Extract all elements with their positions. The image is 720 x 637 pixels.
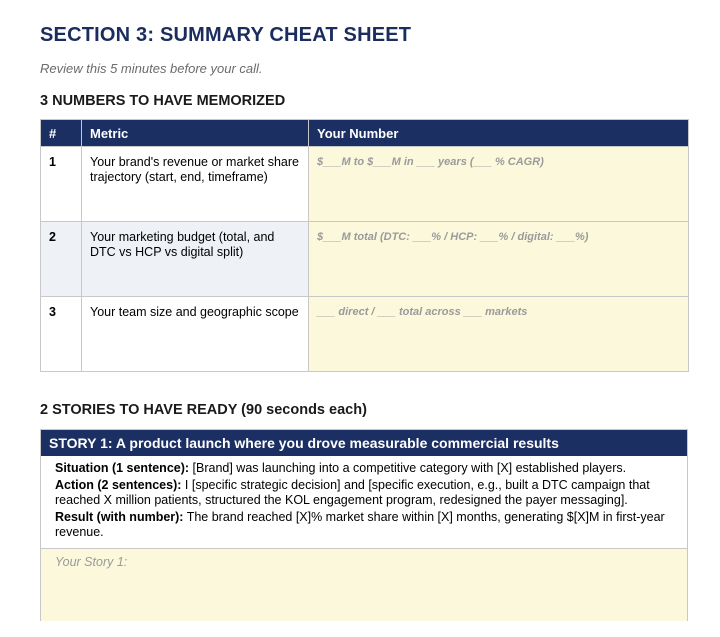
stories-heading: 2 STORIES TO HAVE READY (90 seconds each) xyxy=(40,402,367,418)
your-story-1-field[interactable]: Your Story 1: xyxy=(41,549,687,621)
result-label: Result (with number): xyxy=(55,510,184,524)
page-title: SECTION 3: SUMMARY CHEAT SHEET xyxy=(40,24,412,46)
story-1-guidance xyxy=(41,456,687,549)
table-row xyxy=(41,222,689,297)
situation-label: Situation (1 sentence): xyxy=(55,461,190,475)
row-number: 1 xyxy=(41,147,82,222)
table-row xyxy=(41,147,689,222)
your-number-field[interactable]: ___ direct / ___ total across ___ markets xyxy=(309,297,689,372)
table-header-row xyxy=(41,120,689,147)
situation-text: [Brand] was launching into a competitive category with [X] established players. xyxy=(189,461,627,475)
row-number: 2 xyxy=(41,222,82,297)
your-number-field[interactable]: $___M to $___M in ___ years (___ % CAGR) xyxy=(309,147,689,222)
action-text: I [specific strategic decision] and [specific execution, e.g., built a DTC campaign that reached X million patients, structured the KOL engagement program, redesigned the payer messaging]. xyxy=(55,478,650,507)
result-text: The brand reached [X]% market share within [X] months, generating $[X]M in first-year revenue. xyxy=(55,510,665,539)
numbers-heading: 3 NUMBERS TO HAVE MEMORIZED xyxy=(40,93,286,109)
row-number: 3 xyxy=(41,297,82,372)
your-number-field[interactable]: $___M total (DTC: ___% / HCP: ___% / digital: ___%) xyxy=(309,222,689,297)
story-1-box xyxy=(40,429,688,621)
table-row xyxy=(41,297,689,372)
story-1-title: STORY 1: A product launch where you drove measurable commercial results xyxy=(41,430,687,456)
numbers-table xyxy=(40,119,689,372)
row-metric: Your brand's revenue or market share trajectory (start, end, timeframe) xyxy=(82,147,309,222)
row-metric: Your marketing budget (total, and DTC vs HCP vs digital split) xyxy=(82,222,309,297)
row-metric: Your team size and geographic scope xyxy=(82,297,309,372)
page-subtitle: Review this 5 minutes before your call. xyxy=(40,61,263,76)
column-header-your-number: Your Number xyxy=(309,120,689,147)
situation-line xyxy=(55,461,673,476)
action-label: Action (2 sentences): xyxy=(55,478,182,492)
column-header-number: # xyxy=(41,120,82,147)
column-header-metric: Metric xyxy=(82,120,309,147)
action-line xyxy=(55,478,673,508)
result-line xyxy=(55,510,673,540)
